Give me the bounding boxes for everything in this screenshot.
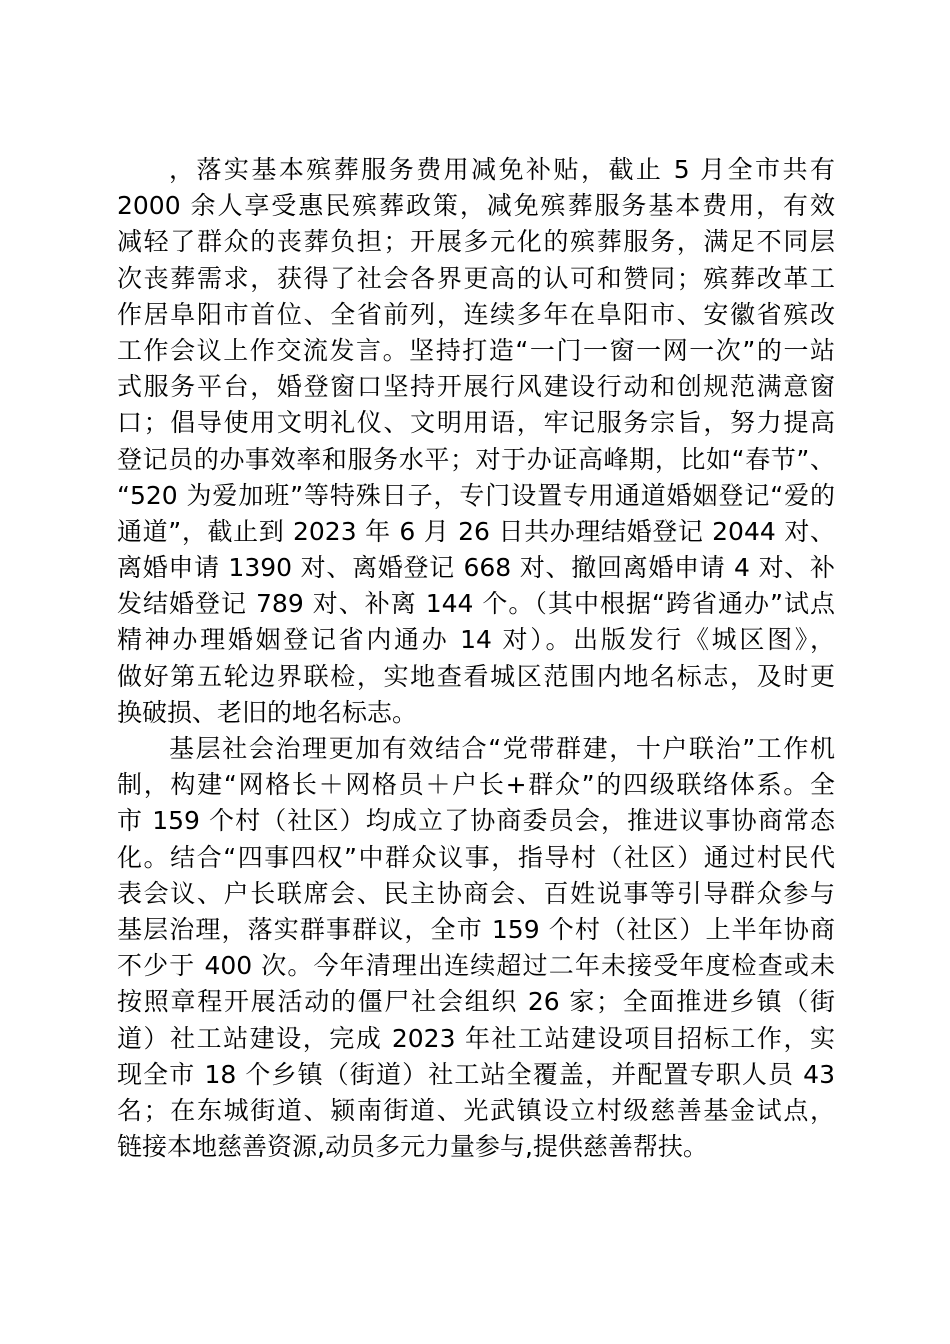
paragraph-line: 离婚申请 1390 对、离婚登记 668 对、撤回离婚申请 4 对、补	[117, 553, 835, 583]
document-body	[117, 152, 835, 1165]
paragraph-line: 换破损、老旧的地名标志。	[117, 697, 418, 727]
paragraph-line: 发结婚登记 789 对、补离 144 个。（其中根据“跨省通办”试点	[117, 589, 835, 619]
paragraph-line: 2000 余人享受惠民殡葬政策，减免殡葬服务基本费用，有效	[117, 191, 835, 221]
paragraph-line: 道）社工站建设，完成 2023 年社工站建设项目招标工作，实	[117, 1023, 835, 1053]
paragraph-line: “520 为爱加班”等特殊日子，专门设置专用通道婚姻登记“爱的	[117, 480, 835, 510]
paragraph-line: 化。结合“四事四权”中群众议事，指导村（社区）通过村民代	[117, 842, 835, 872]
paragraph-line: 基层社会治理更加有效结合“党带群建，十户联治”工作机	[169, 734, 835, 763]
paragraph-line: 名；在东城街道、颍南街道、光武镇设立村级慈善基金试点，	[117, 1095, 835, 1125]
paragraph-line: 式服务平台，婚登窗口坚持开展行风建设行动和创规范满意窗	[117, 372, 835, 402]
paragraph-2	[117, 731, 835, 1165]
paragraph-line: 口；倡导使用文明礼仪、文明用语，牢记服务宗旨，努力提高	[117, 408, 835, 438]
paragraph-line: 减轻了群众的丧葬负担；开展多元化的殡葬服务，满足不同层	[117, 227, 835, 257]
paragraph-line: 做好第五轮边界联检，实地查看城区范围内地名标志，及时更	[117, 661, 835, 691]
paragraph-line: 按照章程开展活动的僵尸社会组织 26 家；全面推进乡镇（街	[117, 987, 835, 1017]
paragraph-line: 链接本地慈善资源,动员多元力量参与,提供慈善帮扶。	[117, 1132, 708, 1162]
paragraph-line: 市 159 个村（社区）均成立了协商委员会，推进议事协商常态	[117, 806, 835, 836]
paragraph-line: 表会议、户长联席会、民主协商会、百姓说事等引导群众参与	[117, 878, 835, 908]
paragraph-line: 作居阜阳市首位、全省前列，连续多年在阜阳市、安徽省殡改	[117, 299, 835, 329]
paragraph-line: 制，构建“网格长＋网格员＋户长+群众”的四级联络体系。全	[117, 770, 835, 800]
paragraph-line: 通道”，截止到 2023 年 6 月 26 日共办理结婚登记 2044 对、	[117, 516, 835, 546]
paragraph-line: 次丧葬需求，获得了社会各界更高的认可和赞同；殡葬改革工	[117, 263, 835, 293]
paragraph-line: ，落实基本殡葬服务费用减免补贴，截止 5 月全市共有	[169, 155, 835, 184]
paragraph-line: 不少于 400 次。今年清理出连续超过二年未接受年度检查或未	[117, 951, 835, 981]
paragraph-line: 基层治理，落实群事群议，全市 159 个村（社区）上半年协商	[117, 914, 835, 944]
paragraph-line: 登记员的办事效率和服务水平；对于办证高峰期，比如“春节”、	[117, 444, 835, 474]
paragraph-1	[117, 152, 835, 731]
paragraph-line: 精神办理婚姻登记省内通办 14 对）。出版发行《城区图》，	[117, 625, 835, 655]
paragraph-line: 现全市 18 个乡镇（街道）社工站全覆盖，并配置专职人员 43	[117, 1059, 835, 1089]
paragraph-line: 工作会议上作交流发言。坚持打造“一门一窗一网一次”的一站	[117, 335, 835, 365]
